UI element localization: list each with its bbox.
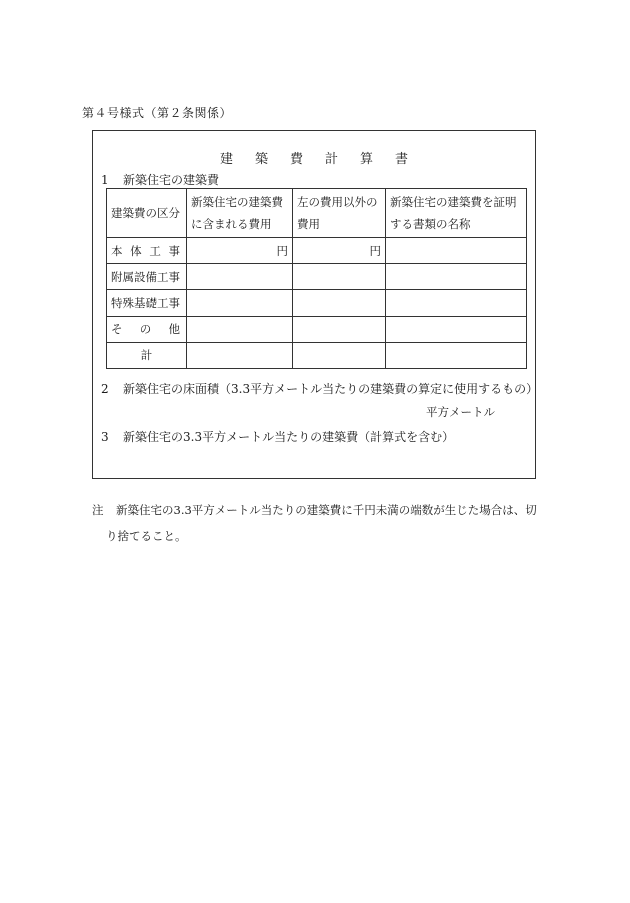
document-name-cell[interactable] <box>386 316 527 342</box>
document-name-cell[interactable] <box>386 290 527 316</box>
floor-area-unit: 平方メートル <box>426 405 495 419</box>
other-cost-cell[interactable] <box>293 264 386 290</box>
section-number: 2 <box>101 382 109 396</box>
title-char: 計 <box>325 152 339 167</box>
footnote-prefix: 注 <box>92 503 104 517</box>
table-row <box>107 316 527 342</box>
table-row <box>107 264 527 290</box>
row-label-total: 計 <box>107 342 187 368</box>
document-name-cell[interactable] <box>386 264 527 290</box>
document-name-cell[interactable] <box>386 342 527 368</box>
footnote-text: 新築住宅の3.3平方メートル当たりの建築費に千円未満の端数が生じた場合は、切 <box>116 503 537 517</box>
row-label-other: その他 <box>107 316 187 342</box>
calculation-form-frame <box>92 130 539 479</box>
header-cost-category: 建築費の区分 <box>107 189 187 238</box>
footnote-line <box>92 497 552 523</box>
table-header-row <box>107 189 527 238</box>
title-char: 建 <box>219 152 233 167</box>
included-cost-cell[interactable] <box>187 290 293 316</box>
table-row <box>107 238 527 264</box>
section-label: 新築住宅の建築費 <box>123 173 220 187</box>
title-char: 書 <box>395 152 409 167</box>
row-label-equipment-work: 附属設備工事 <box>107 264 187 290</box>
included-cost-cell[interactable] <box>187 264 293 290</box>
other-cost-cell[interactable] <box>293 290 386 316</box>
footnote <box>92 497 552 549</box>
title-char: 築 <box>254 152 268 167</box>
other-cost-cell[interactable] <box>293 316 386 342</box>
document-name-cell[interactable] <box>386 238 527 264</box>
section-number: 1 <box>101 173 109 187</box>
section-label: 新築住宅の3.3平方メートル当たりの建築費（計算式を含む） <box>123 430 455 444</box>
title-char: 算 <box>360 152 374 167</box>
section-number: 3 <box>101 430 109 444</box>
construction-cost-table <box>106 188 527 369</box>
section-3-heading <box>101 428 454 445</box>
form-title <box>93 148 535 167</box>
section-2-heading <box>101 380 538 397</box>
included-cost-cell[interactable] <box>187 316 293 342</box>
section-1-heading <box>101 171 219 188</box>
row-label-special-foundation-work: 特殊基礎工事 <box>107 290 187 316</box>
included-cost-cell[interactable] <box>187 342 293 368</box>
other-cost-cell[interactable]: 円 <box>293 238 386 264</box>
footnote-continuation: り捨てること。 <box>106 529 187 543</box>
section-label: 新築住宅の床面積（3.3平方メートル当たりの建築費の算定に使用するもの） <box>123 382 539 396</box>
header-proof-document: 新築住宅の建築費を証明する書類の名称 <box>386 189 527 238</box>
included-cost-cell[interactable]: 円 <box>187 238 293 264</box>
other-cost-cell[interactable] <box>293 342 386 368</box>
row-label-main-work: 本体工事 <box>107 238 187 264</box>
form-number: 第４号様式（第２条関係） <box>82 106 233 120</box>
table-row <box>107 290 527 316</box>
header-other-costs: 左の費用以外の費用 <box>293 189 386 238</box>
title-char: 費 <box>289 152 303 167</box>
table-row <box>107 342 527 368</box>
header-included-costs: 新築住宅の建築費に含まれる費用 <box>187 189 293 238</box>
